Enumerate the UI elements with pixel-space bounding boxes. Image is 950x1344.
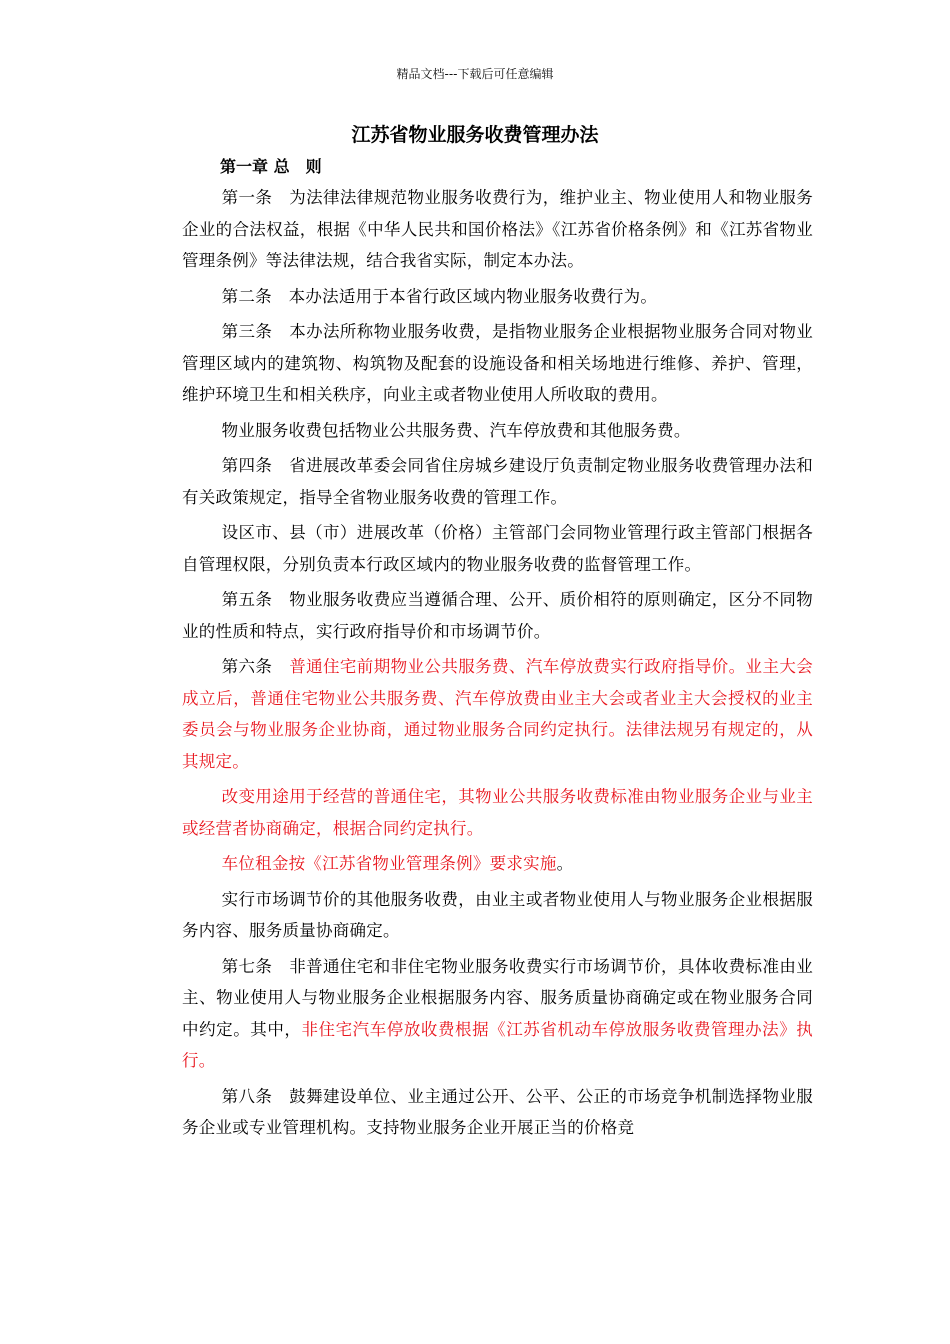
chapter-title: 第一章 总 则 (220, 157, 322, 176)
article-2-paragraph (182, 281, 813, 313)
article-1-paragraph (182, 182, 813, 277)
highlighted-text: 普通住宅前期物业公共服务费、汽车停放费实行政府指导价。业主大会成立后，普通住宅物业公共服务费、汽车停放费由业主大会或者业主大会授权的业主委员会与物业服务企业协商，通过物业服务合同约定执行。法律法规另有规定的，从其规定。 (182, 657, 814, 771)
highlighted-text: 车位租金按《江苏省物业管理条例》要求实施 (221, 854, 557, 873)
paragraph-text: 第七条 非普通住宅和非住宅物业服务收费实行市场调节价，具体收费标准由业主、物业使用人与物业服务企业根据服务内容、服务质量协商确定或在物业服务合同中约定。其中， (182, 956, 813, 1039)
article-6-paragraph (182, 651, 813, 777)
paragraph-text: 第八条 鼓舞建设单位、业主通过公开、公平、公正的市场竞争机制选择物业服务企业或专业管理机构。支持物业服务企业开展正当的价格竞 (182, 1086, 813, 1137)
highlighted-text: 改变用途用于经营的普通住宅，其物业公共服务收费标准由物业服务企业与业主或经营者协商确定，根据合同约定执行。 (182, 787, 813, 838)
document-title: 江苏省物业服务收费管理办法 (351, 124, 599, 146)
paragraph-text: 设区市、县（市）进展改革（价格）主管部门会同物业管理行政主管部门根据各自管理权限，分别负责本行政区域内的物业服务收费的监督管理工作。 (182, 523, 813, 574)
document-body (182, 182, 813, 1148)
article-8-paragraph (182, 1081, 813, 1144)
paragraph-text: 物业服务收费包括物业公共服务费、汽车停放费和其他服务费。 (221, 420, 691, 440)
article-3-paragraph (182, 316, 813, 411)
paragraph-text: 实行市场调节价的其他服务收费，由业主或者物业使用人与物业服务企业根据服务内容、服务质量协商确定。 (182, 889, 813, 940)
article-6-other-fees-paragraph (182, 884, 813, 947)
article-3-fee-types-paragraph (182, 415, 813, 447)
article-6-commercial-use-paragraph (182, 781, 813, 844)
article-4-local-paragraph (182, 517, 813, 580)
article-4-paragraph (182, 450, 813, 513)
page-header: 精品文档---下载后可任意编辑 (396, 67, 554, 81)
paragraph-text: 第四条 省进展改革委会同省住房城乡建设厅负责制定物业服务收费管理办法和有关政策规定，指导全省物业服务收费的管理工作。 (182, 456, 813, 507)
paragraph-tail: 。 (556, 854, 574, 873)
highlighted-text: 非住宅汽车停放收费根据《江苏省机动车停放服务收费管理办法》执行。 (182, 1019, 813, 1070)
article-label: 第六条 (221, 657, 290, 676)
article-5-paragraph (182, 584, 813, 647)
paragraph-text: 第二条 本办法适用于本省行政区域内物业服务收费行为。 (221, 286, 658, 306)
article-6-parking-rent-paragraph (182, 848, 813, 880)
paragraph-text: 第一条 为法律法律规范物业服务收费行为，维护业主、物业使用人和物业服务企业的合法权益，根据《中华人民共和国价格法》《江苏省价格条例》和《江苏省物业管理条例》等法律法规，结合我省实际，制定本办法。 (182, 188, 813, 270)
paragraph-text: 第五条 物业服务收费应当遵循合理、公开、质价相符的原则确定，区分不同物业的性质和特点，实行政府指导价和市场调节价。 (182, 590, 813, 641)
paragraph-text: 第三条 本办法所称物业服务收费，是指物业服务企业根据物业服务合同对物业管理区域内的建筑物、构筑物及配套的设施设备和相关场地进行维修、养护、管理，维护环境卫生和相关秩序，向业主或者物业使用人所收取的费用。 (182, 322, 813, 404)
article-7-paragraph (182, 951, 813, 1077)
